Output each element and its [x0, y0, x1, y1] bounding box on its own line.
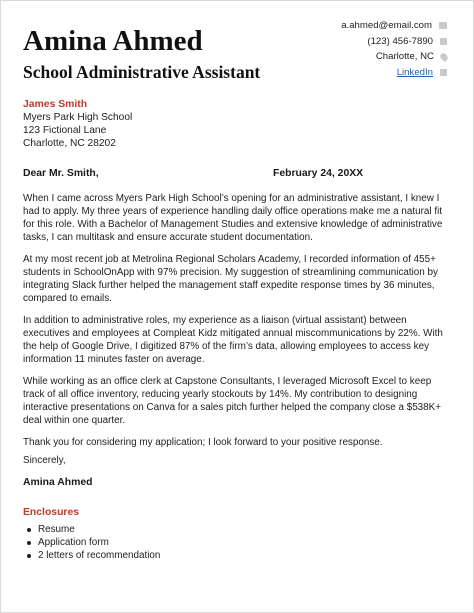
letter-body	[23, 192, 455, 458]
recipient-block	[23, 98, 132, 150]
location-text: Charlotte, NC	[375, 51, 434, 62]
recipient-street: 123 Fictional Lane	[23, 125, 107, 136]
body-paragraph: In addition to administrative roles, my experience as a liaison (virtual assistant) between executives and employees at Compleat Kidz mitigated annual miscommunications by 22%. With the help of Google Drive, I digitized 87% of the firm’s data, allowing employees to access key information 11 minutes faster on average.	[23, 315, 443, 365]
phone-icon	[440, 38, 447, 45]
contact-phone	[247, 34, 447, 50]
recipient-name: James Smith	[23, 99, 88, 110]
location-icon	[439, 52, 449, 62]
letter-date: February 24, 20XX	[273, 168, 364, 179]
enclosures-heading: Enclosures	[23, 507, 80, 518]
applicant-title: School Administrative Assistant	[23, 62, 261, 82]
closing: Sincerely,	[23, 455, 66, 466]
bullet-icon	[27, 528, 31, 532]
enclosures-list	[23, 523, 160, 562]
email-icon	[439, 22, 447, 29]
signature-name: Amina Ahmed	[23, 477, 93, 488]
body-paragraph: At my most recent job at Metrolina Regional Scholars Academy, I recorded information of 455+ students in SchoolOnApp with 97% precision. My suggestion of streamlining communication by integrating Slack further helped the management staff expedite response times by 36 minutes, compared to emails.	[23, 254, 438, 304]
contact-location	[247, 49, 447, 65]
enclosure-item: Application form	[38, 537, 109, 548]
greeting: Dear Mr. Smith,	[23, 168, 99, 179]
linkedin-icon	[440, 69, 447, 76]
recipient-organization: Myers Park High School	[23, 112, 133, 123]
body-paragraph: Thank you for considering my application; I look forward to your positive response.	[23, 437, 383, 448]
list-item	[23, 549, 160, 562]
body-paragraph: When I came across Myers Park High School’s opening for an administrative assistant, I knew I had to apply. My three years of experience handling daily office operations make me a natural fit for this role. With a Bachelor of Management Studies and extensive knowledge of administrative tasks, I can multitask and ensure accurate student documentation.	[23, 193, 443, 243]
recipient-city: Charlotte, NC 28202	[23, 138, 116, 149]
bullet-icon	[27, 541, 31, 545]
body-paragraph: While working as an office clerk at Capstone Consultants, I leveraged Microsoft Excel to keep track of all office inventory, reducing yearly stockouts by 14%. My contribution to designing interactive presentations on Canva for a sales pitch further helped the company close a $538K+ deal within one quarter.	[23, 376, 442, 426]
linkedin-link[interactable]: LinkedIn	[396, 66, 433, 78]
contact-block	[247, 18, 447, 80]
contact-email	[247, 18, 447, 34]
applicant-name: Amina Ahmed	[23, 25, 203, 57]
list-item	[23, 536, 160, 549]
enclosure-item: Resume	[38, 524, 75, 535]
bullet-icon	[27, 554, 31, 558]
list-item	[23, 523, 160, 536]
phone-text: (123) 456-7890	[367, 35, 433, 47]
enclosure-item: 2 letters of recommendation	[38, 550, 161, 561]
contact-linkedin	[247, 65, 447, 81]
email-text: a.ahmed@email.com	[341, 20, 432, 31]
